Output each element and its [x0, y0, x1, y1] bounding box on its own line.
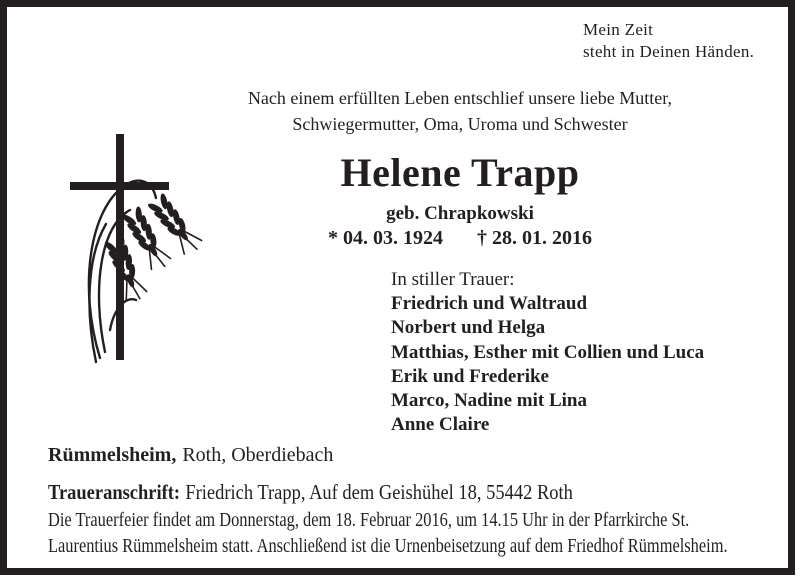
deceased-name: Helene Trapp [340, 150, 580, 195]
maiden-name: geb. Chrapkowski [386, 203, 534, 224]
funeral-details [48, 508, 800, 559]
mourners-block [391, 268, 704, 437]
mourning-heading: In stiller Trauer: [391, 269, 515, 290]
address-value: Friedrich Trapp, Auf dem Geishühel 18, 55442 Roth [185, 480, 573, 504]
mourner: Erik und Frederike [391, 365, 549, 387]
funeral-details-line-1: Die Trauerfeier findet am Donnerstag, dem 18. Februar 2016, um 14.15 Uhr in der Pfarrkirche St. [48, 509, 690, 531]
mourner: Matthias, Esther mit Collien und Luca [391, 341, 705, 363]
epigraph-line-2: steht in Deinen Händen. [583, 42, 755, 61]
mourner: Anne Claire [391, 414, 490, 436]
place-others: Roth, Oberdiebach [182, 444, 334, 466]
birth-date: * 04. 03. 1924 [328, 227, 443, 249]
mourner: Friedrich und Waltraud [391, 293, 588, 315]
intro-text [140, 85, 780, 137]
condolence-address-line [48, 480, 644, 505]
intro-line-2: Schwiegermutter, Oma, Uroma und Schwester [292, 114, 628, 134]
mourner: Marco, Nadine mit Lina [391, 390, 587, 412]
mourner: Norbert und Helga [391, 317, 546, 339]
funeral-details-line-2: Laurentius Rümmelsheim statt. Anschließend ist die Urnenbeisetzung auf dem Friedhof Rümmelsheim. [48, 534, 728, 557]
places-line [48, 444, 333, 467]
epigraph-line-1: Mein Zeit [583, 20, 654, 39]
life-dates [140, 227, 780, 250]
place-primary: Rümmelsheim, [48, 444, 177, 466]
epigraph [583, 19, 754, 63]
death-date: † 28. 01. 2016 [477, 227, 592, 249]
intro-line-1: Nach einem erfüllten Leben entschlief unsere liebe Mutter, [247, 88, 673, 108]
address-label: Traueranschrift: [48, 480, 181, 504]
